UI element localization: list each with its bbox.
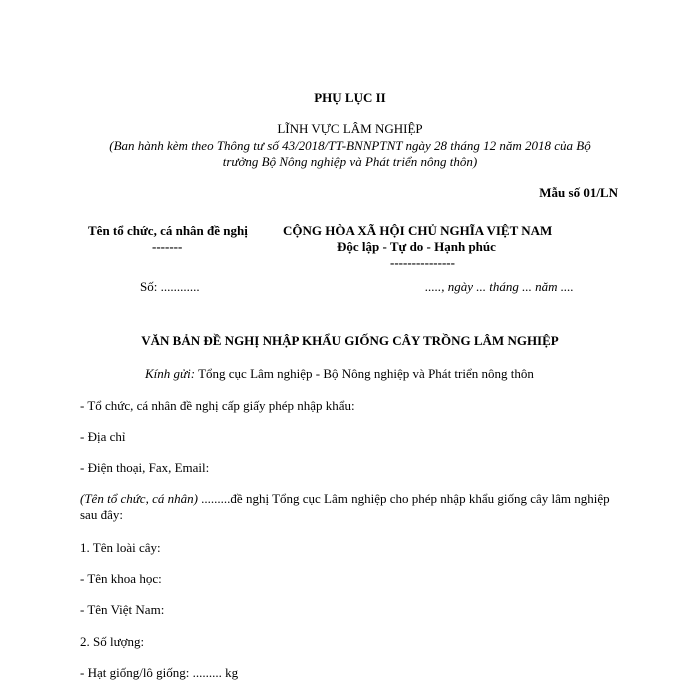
document-title: VĂN BẢN ĐỀ NGHỊ NHẬP KHẨU GIỐNG CÂY TRỒNG LÂM NGHIỆP xyxy=(141,333,559,348)
field-address: - Địa chỉ xyxy=(80,429,126,444)
doc-date: ....., ngày ... tháng ... năm .... xyxy=(425,279,574,294)
field-org: - Tổ chức, cá nhân đề nghị cấp giấy phép nhập khẩu: xyxy=(80,398,355,413)
appendix-title: PHỤ LỤC II xyxy=(314,90,386,105)
org-label: Tên tổ chức, cá nhân đề nghị xyxy=(88,223,248,238)
recipient-value: Tổng cục Lâm nghiệp - Bộ Nông nghiệp và Phát triển nông thôn xyxy=(198,366,534,381)
item-seed-lot: - Hạt giống/lô giống: ......... kg xyxy=(80,665,239,680)
item-scientific-name: - Tên khoa học: xyxy=(80,571,162,586)
doc-number: Số: ............ xyxy=(140,279,200,294)
motto: Độc lập - Tự do - Hạnh phúc xyxy=(337,239,496,254)
issued-line-2: trưởng Bộ Nông nghiệp và Phát triển nông thôn) xyxy=(222,154,478,169)
request-text: .........đề nghị Tổng cục Lâm nghiệp cho phép nhập khẩu giống cây lâm nghiệp sau đây: xyxy=(80,491,610,522)
appendix-field: LĨNH VỰC LÂM NGHIỆP xyxy=(277,121,423,136)
item-quantity: 2. Số lượng: xyxy=(80,634,145,649)
item-vietnamese-name: - Tên Việt Nam: xyxy=(80,602,165,617)
recipient xyxy=(145,366,534,382)
request-org-placeholder: (Tên tổ chức, cá nhân) xyxy=(80,491,198,506)
org-dash: ------- xyxy=(152,239,183,254)
item-species: 1. Tên loài cây: xyxy=(80,540,161,555)
country-name: CỘNG HÒA XÃ HỘI CHỦ NGHĨA VIỆT NAM xyxy=(283,223,553,238)
field-contact: - Điện thoại, Fax, Email: xyxy=(80,460,210,475)
request-paragraph xyxy=(80,491,620,523)
recipient-label: Kính gửi: xyxy=(145,366,196,381)
motto-dash: --------------- xyxy=(390,255,455,270)
issued-line-1: (Ban hành kèm theo Thông tư số 43/2018/TT-BNNPTNT ngày 28 tháng 12 năm 2018 của Bộ xyxy=(109,138,591,153)
form-number: Mẫu số 01/LN xyxy=(539,185,618,200)
